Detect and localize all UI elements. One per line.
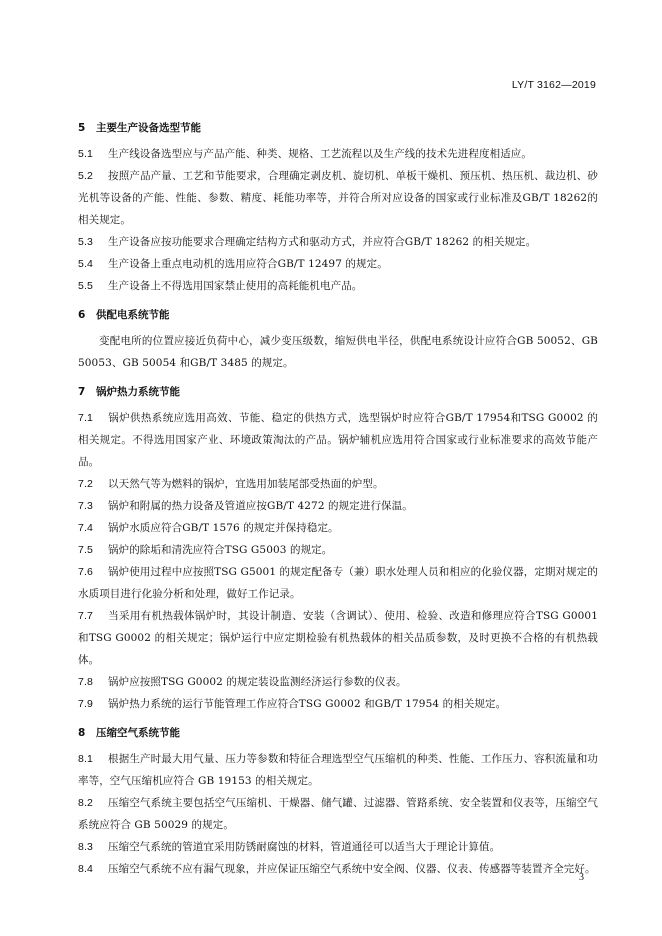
clause-paragraph <box>78 671 598 693</box>
clause-text: 锅炉和附属的热力设备及管道应按GB/T 4272 的规定进行保温。 <box>108 500 413 512</box>
section-title: 主要生产设备选型节能 <box>96 122 201 134</box>
clause-paragraph <box>78 858 598 880</box>
clause-paragraph <box>78 231 598 253</box>
clause-text: 生产设备应按功能要求合理确定结构方式和驱动方式，并应符合GB/T 18262 的相关规定。 <box>108 236 537 248</box>
clause-number: 5.1 <box>78 148 93 160</box>
clause-number: 8.3 <box>78 841 93 853</box>
clause-text: 变配电所的位置应接近负荷中心，减少变压级数，缩短供电半径，供配电系统设计应符合GB 50052、GB 50053、GB 50054 和GB/T 3485 的规定。 <box>78 335 598 369</box>
section-number: 5 <box>78 122 86 134</box>
section-title: 供配电系统节能 <box>96 309 170 321</box>
section-heading <box>78 307 598 322</box>
clause-number: 7.6 <box>78 566 93 578</box>
page-number: 3 <box>579 872 584 883</box>
clause-number: 7.7 <box>78 610 93 622</box>
clause-text: 压缩空气系统的管道宜采用防锈耐腐蚀的材料，管道通径可以适当大于理论计算值。 <box>108 841 501 853</box>
clause-number: 8.1 <box>78 753 93 765</box>
section-number: 7 <box>78 386 86 398</box>
clause-paragraph <box>78 517 598 539</box>
section-heading <box>78 384 598 399</box>
section-spacer <box>78 715 598 721</box>
clause-number: 7.5 <box>78 544 93 556</box>
clause-number: 7.4 <box>78 522 93 534</box>
clause-text: 以天然气等为燃料的锅炉，宜选用加装尾部受热面的炉型。 <box>108 478 384 490</box>
clause-text: 生产线设备选型应与产品产能、种类、规格、工艺流程以及生产线的技术先进程度相适应。 <box>108 148 532 160</box>
section-title: 锅炉热力系统节能 <box>96 386 180 398</box>
section-heading <box>78 725 598 740</box>
clause-paragraph <box>78 748 598 792</box>
clause-paragraph <box>78 165 598 231</box>
clause-text: 压缩空气系统主要包括空气压缩机、干燥器、储气罐、过滤器、管路系统、安全装置和仪表等，压缩空气系统应符合 GB 50029 的规定。 <box>78 797 598 831</box>
clause-text: 锅炉的除垢和清洗应符合TSG G5003 的规定。 <box>108 544 333 556</box>
clause-number: 5.5 <box>78 280 93 292</box>
section-spacer <box>78 297 598 303</box>
clause-text: 根据生产时最大用气量、压力等参数和特征合理选型空气压缩机的种类、性能、工作压力、容积流量和功率等，空气压缩机应符合 GB 19153 的相关规定。 <box>78 753 598 787</box>
clause-number: 8.4 <box>78 863 93 875</box>
document-body <box>78 116 598 880</box>
clause-text: 按照产品产量、工艺和节能要求，合理确定剥皮机、旋切机、单板干燥机、预压机、热压机、裁边机、砂光机等设备的产能、性能、参数、精度、耗能功率等，并符合所对应设备的国家或行业标准及GB/T 18262的相关规定。 <box>78 170 598 226</box>
section-number: 8 <box>78 727 86 739</box>
section-heading <box>78 120 598 135</box>
section-title: 压缩空气系统节能 <box>96 727 180 739</box>
clause-number: 5.4 <box>78 258 93 270</box>
clause-number: 7.2 <box>78 478 93 490</box>
clause-number: 7.1 <box>78 412 93 424</box>
section-spacer <box>78 374 598 380</box>
standard-code: LY/T 3162—2019 <box>511 79 596 91</box>
clause-paragraph <box>78 407 598 473</box>
clause-number: 7.9 <box>78 698 93 710</box>
clause-text: 锅炉水质应符合GB/T 1576 的规定并保持稳定。 <box>108 522 339 534</box>
clause-text: 生产设备上重点电动机的选用应符合GB/T 12497 的规定。 <box>108 258 388 270</box>
clause-paragraph <box>78 539 598 561</box>
clause-paragraph <box>78 275 598 297</box>
clause-number: 5.2 <box>78 170 93 182</box>
clause-paragraph <box>78 605 598 671</box>
clause-paragraph <box>78 473 598 495</box>
clause-paragraph <box>78 495 598 517</box>
clause-text: 压缩空气系统不应有漏气现象，并应保证压缩空气系统中安全阀、仪器、仪表、传感器等装置齐全完好。 <box>108 863 596 875</box>
clause-paragraph <box>78 561 598 605</box>
clause-paragraph <box>78 330 598 374</box>
clause-number: 7.3 <box>78 500 93 512</box>
clause-paragraph <box>78 836 598 858</box>
clause-paragraph <box>78 792 598 836</box>
clause-text: 当采用有机热载体锅炉时，其设计制造、安装（含调试）、使用、检验、改造和修理应符合TSG G0001和TSG G0002 的相关规定；锅炉运行中应定期检验有机热载体的相关品质参数，及时更换不合格的有机热载体。 <box>78 610 598 666</box>
clause-number: 5.3 <box>78 236 93 248</box>
clause-paragraph <box>78 693 598 715</box>
clause-text: 锅炉使用过程中应按照TSG G5001 的规定配备专（兼）职水处理人员和相应的化验仪器，定期对规定的水质项目进行化验分析和处理，做好工作记录。 <box>78 566 598 600</box>
section-number: 6 <box>78 309 86 321</box>
clause-number: 8.2 <box>78 797 93 809</box>
clause-number: 7.8 <box>78 676 93 688</box>
clause-text: 锅炉供热系统应选用高效、节能、稳定的供热方式，选型锅炉时应符合GB/T 17954和TSG G0002 的相关规定。不得选用国家产业、环境政策淘汰的产品。锅炉辅机应选用符合国家或行业标准要求的高效节能产品。 <box>78 412 598 468</box>
clause-paragraph <box>78 143 598 165</box>
clause-text: 锅炉应按照TSG G0002 的规定装设监测经济运行参数的仪表。 <box>108 676 407 688</box>
clause-text: 锅炉热力系统的运行节能管理工作应符合TSG G0002 和GB/T 17954 的相关规定。 <box>108 698 507 710</box>
clause-text: 生产设备上不得选用国家禁止使用的高耗能机电产品。 <box>108 280 363 292</box>
clause-paragraph <box>78 253 598 275</box>
